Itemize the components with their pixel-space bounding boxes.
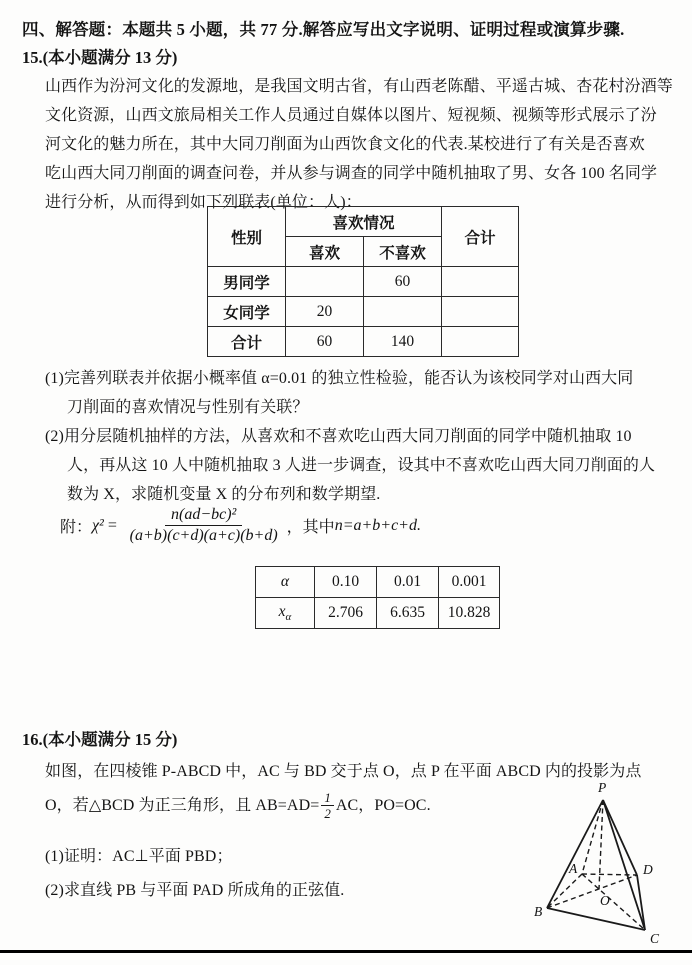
q15-part1-line: 刀削面的喜欢情况与性别有关联？ (67, 399, 309, 416)
x-value-cell: 10.828 (439, 598, 500, 629)
fraction-denominator: (a+b)(c+d)(a+c)(b+d) (129, 527, 278, 544)
value-cell (442, 267, 519, 297)
formula-fraction (124, 506, 284, 545)
one-half-fraction (321, 790, 334, 821)
value-cell (286, 267, 364, 297)
q15-intro-line: 吃山西大同刀削面的调查问卷，并从参与调查的同学中随机抽取了男、女各 100 名同学 (45, 165, 658, 182)
q16-heading (22, 726, 177, 750)
x-value-cell: 2.706 (315, 598, 377, 629)
total-header-cell: 合计 (442, 207, 519, 267)
value-cell: 20 (286, 297, 364, 327)
formula-prefix: 附： (60, 519, 93, 536)
alpha-label-cell: α (256, 567, 315, 598)
pyramid-solid-edges (547, 800, 645, 930)
contingency-table (207, 206, 519, 357)
alpha-value-cell: 0.01 (377, 567, 439, 598)
q15-part1-line: (1)完善列联表并依据小概率值 α=0.01 的独立性检验，能否认为该校同学对山西大同 (45, 370, 634, 387)
q16-number: 16. (22, 730, 43, 749)
q16-intro-line2-post: AC，PO=OC. (335, 797, 431, 814)
q15-number: 15. (22, 48, 43, 67)
dislike-header-cell: 不喜欢 (364, 237, 442, 267)
like-group-header-cell: 喜欢情况 (286, 207, 442, 237)
value-cell: 60 (286, 327, 364, 357)
q16-part2: (2)求直线 PB 与平面 PAD 所成角的正弦值. (45, 882, 345, 899)
q15-intro-line: 文化资源，山西文旅局相关工作人员通过自媒体以图片、短视频、视频等形式展示了汾 (45, 107, 657, 124)
row-label-cell: 女同学 (208, 297, 286, 327)
q16-part1: (1)证明：AC⊥平面 PBD； (45, 848, 233, 865)
q15-intro-line: 河文化的魅力所在，其中大同刀削面为山西饮食文化的代表.某校进行了有关是否喜欢 (45, 136, 645, 153)
value-cell: 60 (364, 267, 442, 297)
row-label-cell: 男同学 (208, 267, 286, 297)
fraction-numerator: n(ad−bc)² (165, 506, 242, 526)
table-row (208, 267, 519, 297)
alpha-value-cell: 0.001 (439, 567, 500, 598)
page-bottom-rule (0, 950, 692, 953)
q16-intro-line2-pre: O，若△BCD 为正三角形，且 AB=AD= (45, 797, 320, 814)
q15-part2-line: 数为 X，求随机变量 X 的分布列和数学期望. (67, 486, 381, 503)
table-row (208, 207, 519, 237)
half-numerator: 1 (321, 790, 334, 806)
chi-squared-symbol: χ² (92, 516, 104, 534)
pyramid-figure (524, 778, 692, 950)
vertex-label-O: O (600, 893, 610, 908)
value-cell (364, 297, 442, 327)
x-label-base: x (278, 602, 286, 620)
vertex-label-C: C (650, 931, 660, 946)
q16-intro-line1: 如图，在四棱锥 P-ABCD 中，AC 与 BD 交于点 O，点 P 在平面 ABCD 内的投影为点 (45, 763, 642, 780)
q16-intro-line2 (45, 790, 431, 821)
alpha-value-cell: 0.10 (315, 567, 377, 598)
q15-intro (45, 72, 673, 217)
table-row (208, 327, 519, 357)
q15-part2-line: (2)用分层随机抽样的方法，从喜欢和不喜欢吃山西大同刀削面的同学中随机抽取 10 (45, 428, 632, 445)
row-label-cell: 合计 (208, 327, 286, 357)
vertex-label-B: B (534, 904, 543, 919)
formula-suffix-text: ，其中 (286, 519, 335, 536)
vertex-label-D: D (643, 862, 653, 877)
formula-suffix-math: n=a+b+c+d. (334, 516, 421, 534)
table-row (256, 567, 500, 598)
critical-values-table (255, 566, 500, 629)
x-alpha-label-cell (256, 598, 315, 629)
chi-squared-formula (60, 506, 421, 545)
x-label-sub: α (285, 611, 292, 624)
q15-heading (22, 44, 177, 68)
vertex-label-P: P (598, 780, 607, 795)
q15-intro-line: 山西作为汾河文化的发源地，是我国文明古省，有山西老陈醋、平遥古城、杏花村汾酒等 (45, 78, 673, 95)
value-cell: 140 (364, 327, 442, 357)
value-cell (442, 297, 519, 327)
x-value-cell: 6.635 (377, 598, 439, 629)
value-cell (442, 327, 519, 357)
q15-score: (本小题满分 13 分) (42, 48, 178, 67)
table-row (256, 598, 500, 629)
vertex-label-A: A (569, 861, 578, 876)
gender-header-cell: 性别 (208, 207, 286, 267)
like-header-cell: 喜欢 (286, 237, 364, 267)
q16-score: (本小题满分 15 分) (42, 730, 178, 749)
q15-intro-line: 进行分析，从而得到如下列联表(单位：人)： (45, 194, 362, 211)
q15-part2-line: 人，再从这 10 人中随机抽取 3 人进一步调查，设其中不喜欢吃山西大同刀削面的人 (67, 457, 656, 474)
half-denominator: 2 (324, 806, 331, 821)
equals-sign: = (106, 516, 118, 534)
section-header: 四、解答题：本题共 5 小题，共 77 分.解答应写出文字说明、证明过程或演算步骤. (22, 20, 625, 39)
table-row (208, 297, 519, 327)
